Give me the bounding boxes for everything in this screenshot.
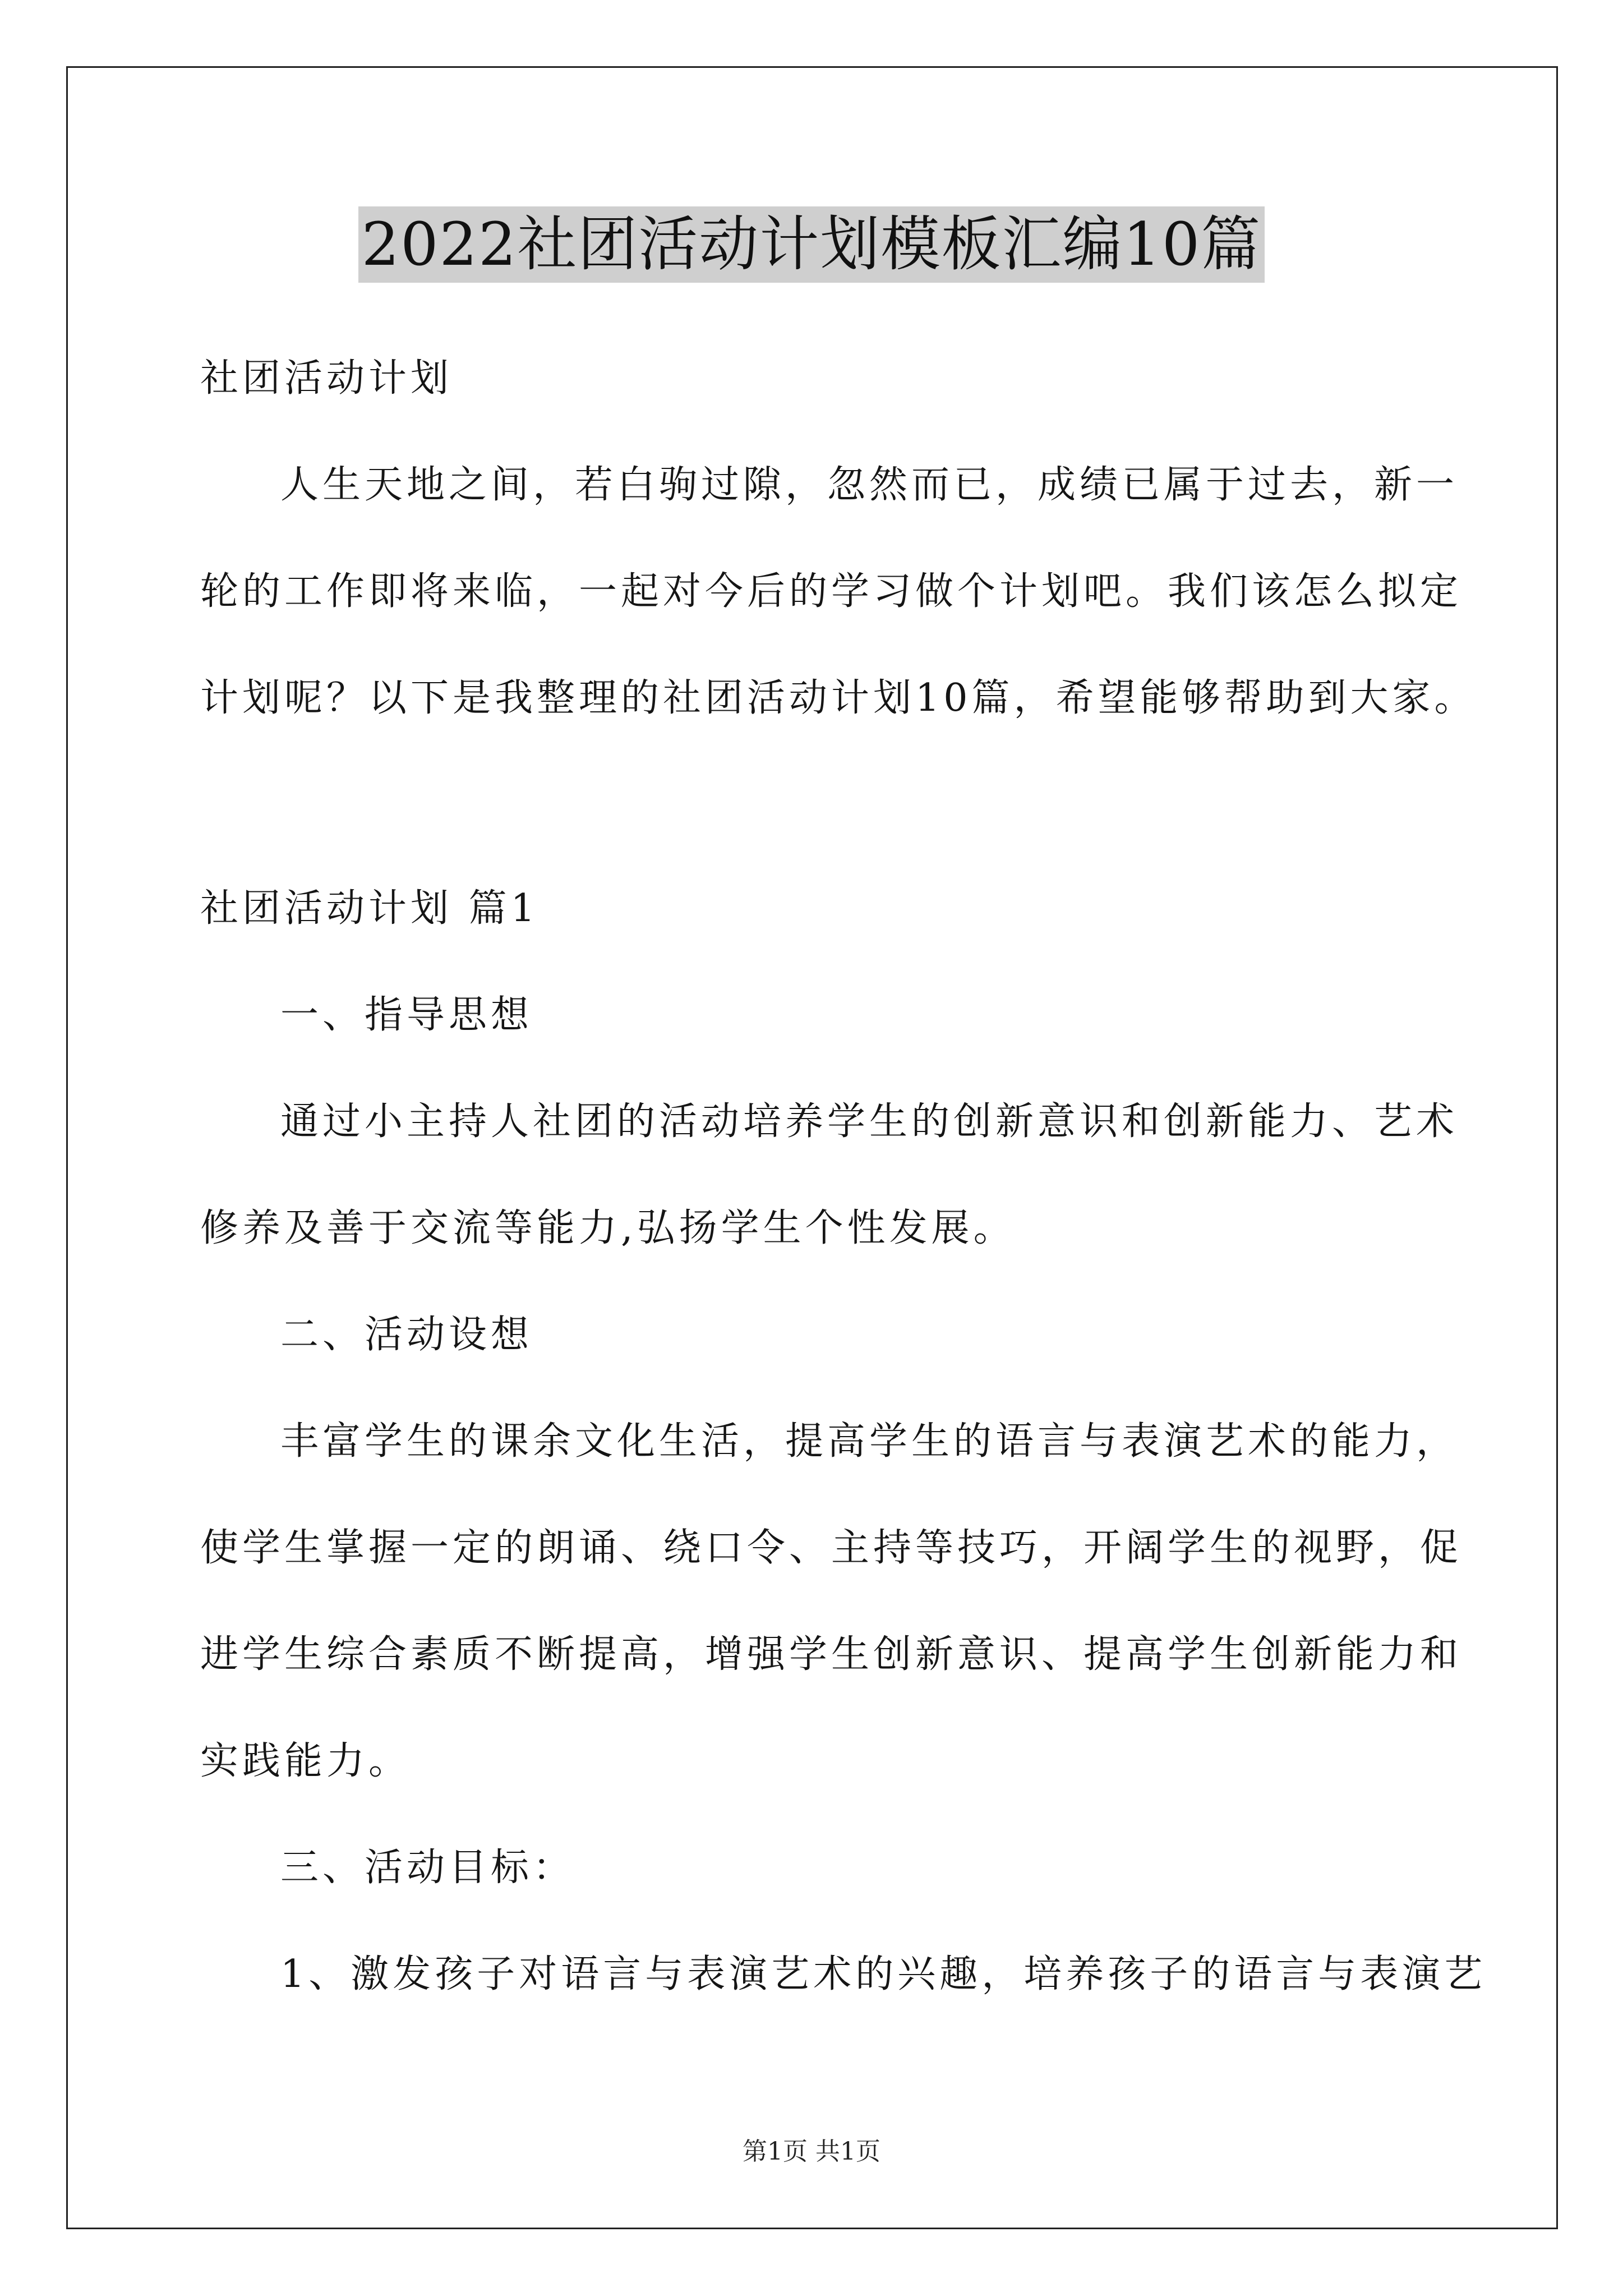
page-footer: 第1页 共1页 (743, 2137, 880, 2166)
body-line-1: 一、指导思想 (280, 993, 533, 1037)
body-line-5: 丰富学生的课余文化生活，提高学生的语言与表演艺术的能力， (280, 1419, 1459, 1464)
document-title: 2022社团活动计划模板汇编10篇 (358, 206, 1265, 283)
body-line-2: 通过小主持人社团的活动培养学生的创新意识和创新能力、艺术 (280, 1099, 1459, 1144)
section-heading: 社团活动计划 篇1 (200, 886, 539, 931)
intro-line-2: 轮的工作即将来临，一起对今后的学习做个计划吧。我们该怎么拟定 (200, 569, 1463, 614)
intro-line-1: 人生天地之间，若白驹过隙，忽然而已，成绩已属于过去，新一 (280, 463, 1459, 507)
body-line-4: 二、活动设想 (280, 1313, 533, 1357)
body-line-9: 三、活动目标： (280, 1846, 575, 1890)
body-line-10: 1、激发孩子对语言与表演艺术的兴趣，培养孩子的语言与表演艺 (280, 1952, 1487, 1996)
body-line-8: 实践能力。 (200, 1739, 411, 1783)
title-container (0, 206, 1623, 283)
body-line-3: 修养及善于交流等能力,弘扬学生个性发展。 (200, 1206, 1016, 1250)
body-line-6: 使学生掌握一定的朗诵、绕口令、主持等技巧，开阔学生的视野，促 (200, 1526, 1463, 1570)
intro-line-3: 计划呢？以下是我整理的社团活动计划10篇，希望能够帮助到大家。 (200, 676, 1477, 720)
intro-heading: 社团活动计划 (200, 356, 453, 401)
body-line-7: 进学生综合素质不断提高，增强学生创新意识、提高学生创新能力和 (200, 1632, 1463, 1677)
